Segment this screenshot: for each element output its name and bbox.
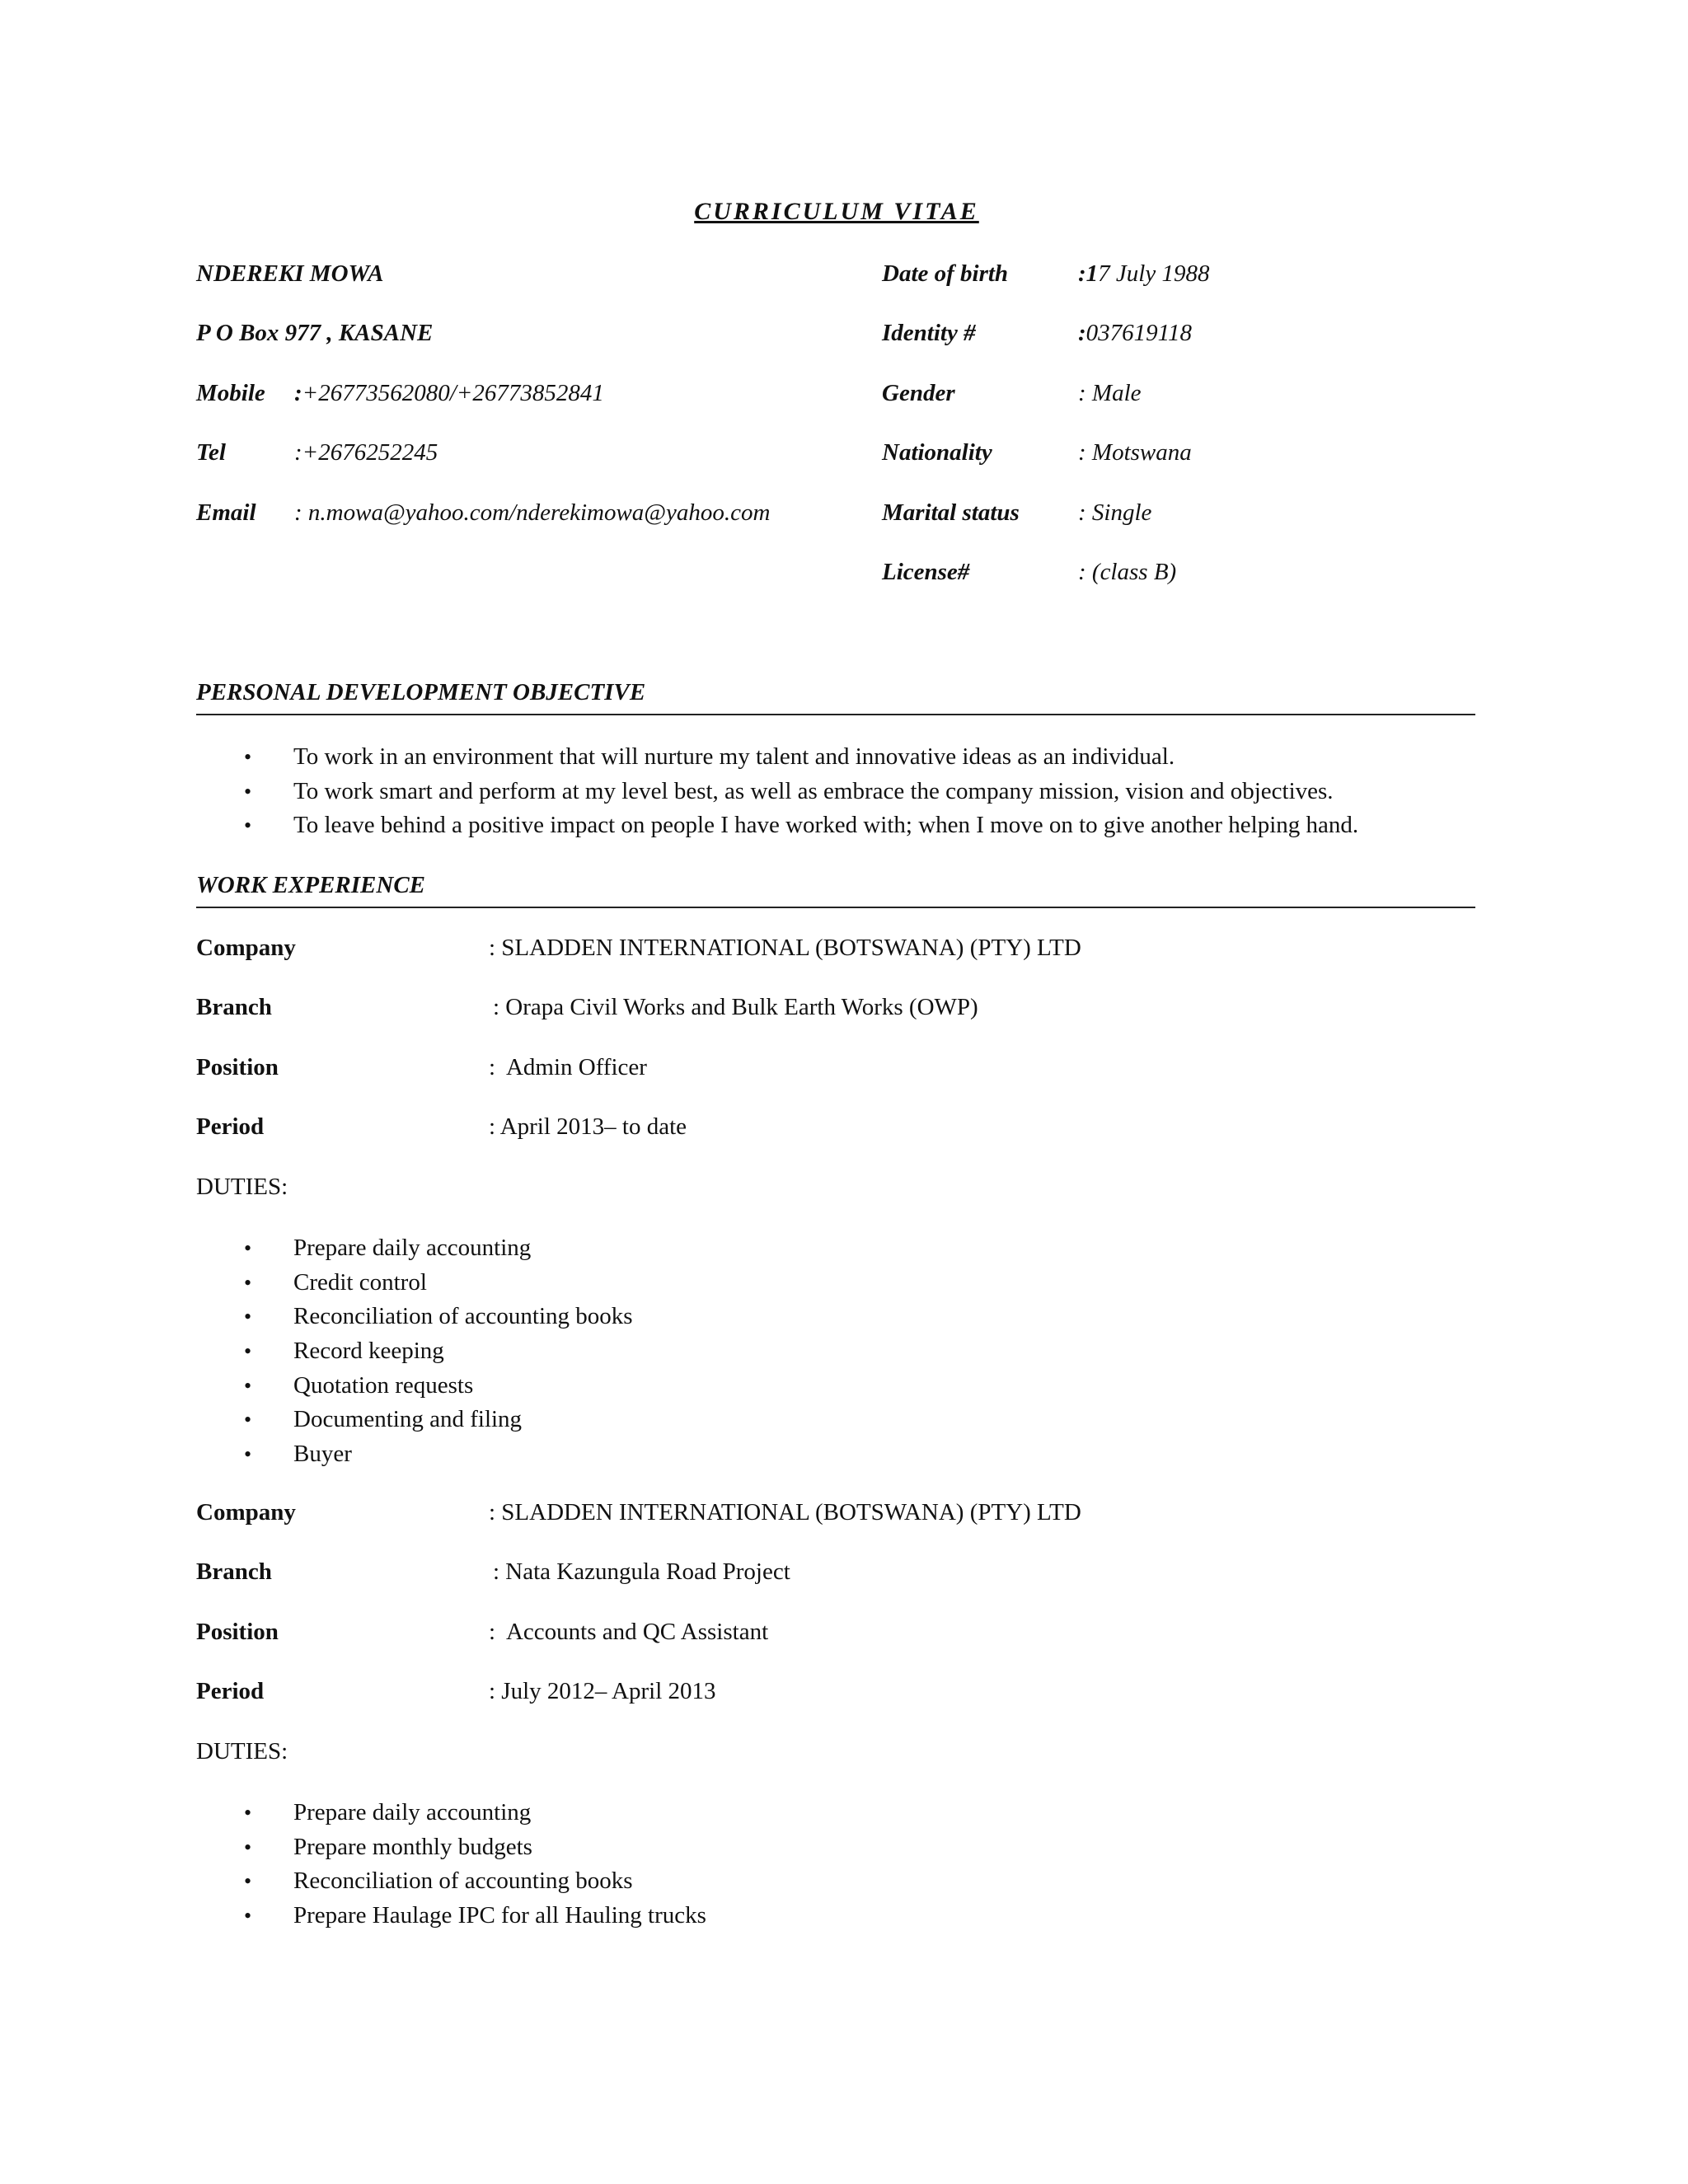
list-item: • To leave behind a positive impact on people I have worked with; when I move on to give another helping hand. [244, 808, 1358, 843]
period-label: Period [196, 1113, 265, 1140]
position-value: : Accounts and QC Assistant [489, 1619, 769, 1645]
duties-label: DUTIES: [196, 1174, 288, 1200]
tel-value: :+2676252245 [294, 439, 438, 466]
position-label: Position [196, 1054, 279, 1080]
objective-divider [196, 714, 1475, 715]
dob-label: Date of birth [882, 260, 1009, 287]
marital-status-label: Marital status [882, 499, 1020, 526]
branch-label: Branch [196, 994, 272, 1020]
marital-status-value: : Single [1078, 499, 1152, 526]
dob-value [1078, 260, 1209, 288]
list-item: • Prepare daily accounting [244, 1796, 706, 1830]
branch-label: Branch [196, 1558, 272, 1585]
gender-label: Gender [882, 380, 955, 406]
branch-value: : Nata Kazungula Road Project [493, 1558, 790, 1585]
duties-label: DUTIES: [196, 1738, 288, 1765]
list-item: • Buyer [244, 1437, 633, 1472]
objective-heading: PERSONAL DEVELOPMENT OBJECTIVE [196, 679, 646, 705]
period-value: : April 2013– to date [489, 1113, 687, 1140]
list-item: • To work smart and perform at my level best, as well as embrace the company mission, vision and objectives. [244, 775, 1358, 809]
mobile-label: Mobile [196, 380, 265, 406]
gender-value: : Male [1078, 380, 1142, 406]
nationality-value: : Motswana [1078, 439, 1192, 466]
duties-list [244, 1231, 633, 1472]
page-title: CURRICULUM VITAE [694, 198, 979, 225]
company-label: Company [196, 935, 296, 961]
period-label: Period [196, 1678, 265, 1704]
company-value: : SLADDEN INTERNATIONAL (BOTSWANA) (PTY) LTD [489, 1499, 1081, 1526]
email-value: : n.mowa@yahoo.com/nderekimowa@yahoo.com [294, 499, 771, 526]
candidate-name: NDEREKI MOWA [196, 260, 384, 287]
mobile-value [294, 380, 604, 407]
list-item: • Quotation requests [244, 1369, 633, 1404]
email-label: Email [196, 499, 256, 526]
list-item: • To work in an environment that will nurture my talent and innovative ideas as an individual. [244, 740, 1358, 775]
identity-colon: : [1078, 320, 1086, 346]
mobile-colon: : [294, 380, 302, 406]
company-label: Company [196, 1499, 296, 1526]
position-label: Position [196, 1619, 279, 1645]
postal-address: P O Box 977 , KASANE [196, 320, 434, 346]
dob-prefix: :1 [1078, 260, 1099, 287]
list-item: • Reconciliation of accounting books [244, 1300, 633, 1334]
license-value: : (class B) [1078, 559, 1177, 585]
license-label: License# [882, 559, 970, 585]
list-item: • Documenting and filing [244, 1403, 633, 1437]
identity-value [1078, 320, 1192, 347]
mobile-number: +26773562080/+26773852841 [302, 380, 604, 406]
list-item: • Credit control [244, 1266, 633, 1301]
objective-list [244, 740, 1358, 843]
nationality-label: Nationality [882, 439, 992, 466]
branch-value: : Orapa Civil Works and Bulk Earth Works (OWP) [493, 994, 978, 1020]
list-item: • Reconciliation of accounting books [244, 1864, 706, 1899]
duties-list [244, 1796, 706, 1933]
identity-label: Identity # [882, 320, 976, 346]
list-item: • Record keeping [244, 1334, 633, 1369]
period-value: : July 2012– April 2013 [489, 1678, 716, 1704]
list-item: • Prepare Haulage IPC for all Hauling trucks [244, 1899, 706, 1933]
tel-label: Tel [196, 439, 226, 466]
list-item: • Prepare daily accounting [244, 1231, 633, 1266]
work-experience-divider [196, 907, 1475, 908]
identity-number: 037619118 [1085, 320, 1193, 346]
work-experience-heading: WORK EXPERIENCE [196, 872, 426, 898]
list-item: • Prepare monthly budgets [244, 1830, 706, 1865]
company-value: : SLADDEN INTERNATIONAL (BOTSWANA) (PTY) LTD [489, 935, 1081, 961]
position-value: : Admin Officer [489, 1054, 647, 1080]
dob-date: 7 July 1988 [1098, 260, 1210, 287]
